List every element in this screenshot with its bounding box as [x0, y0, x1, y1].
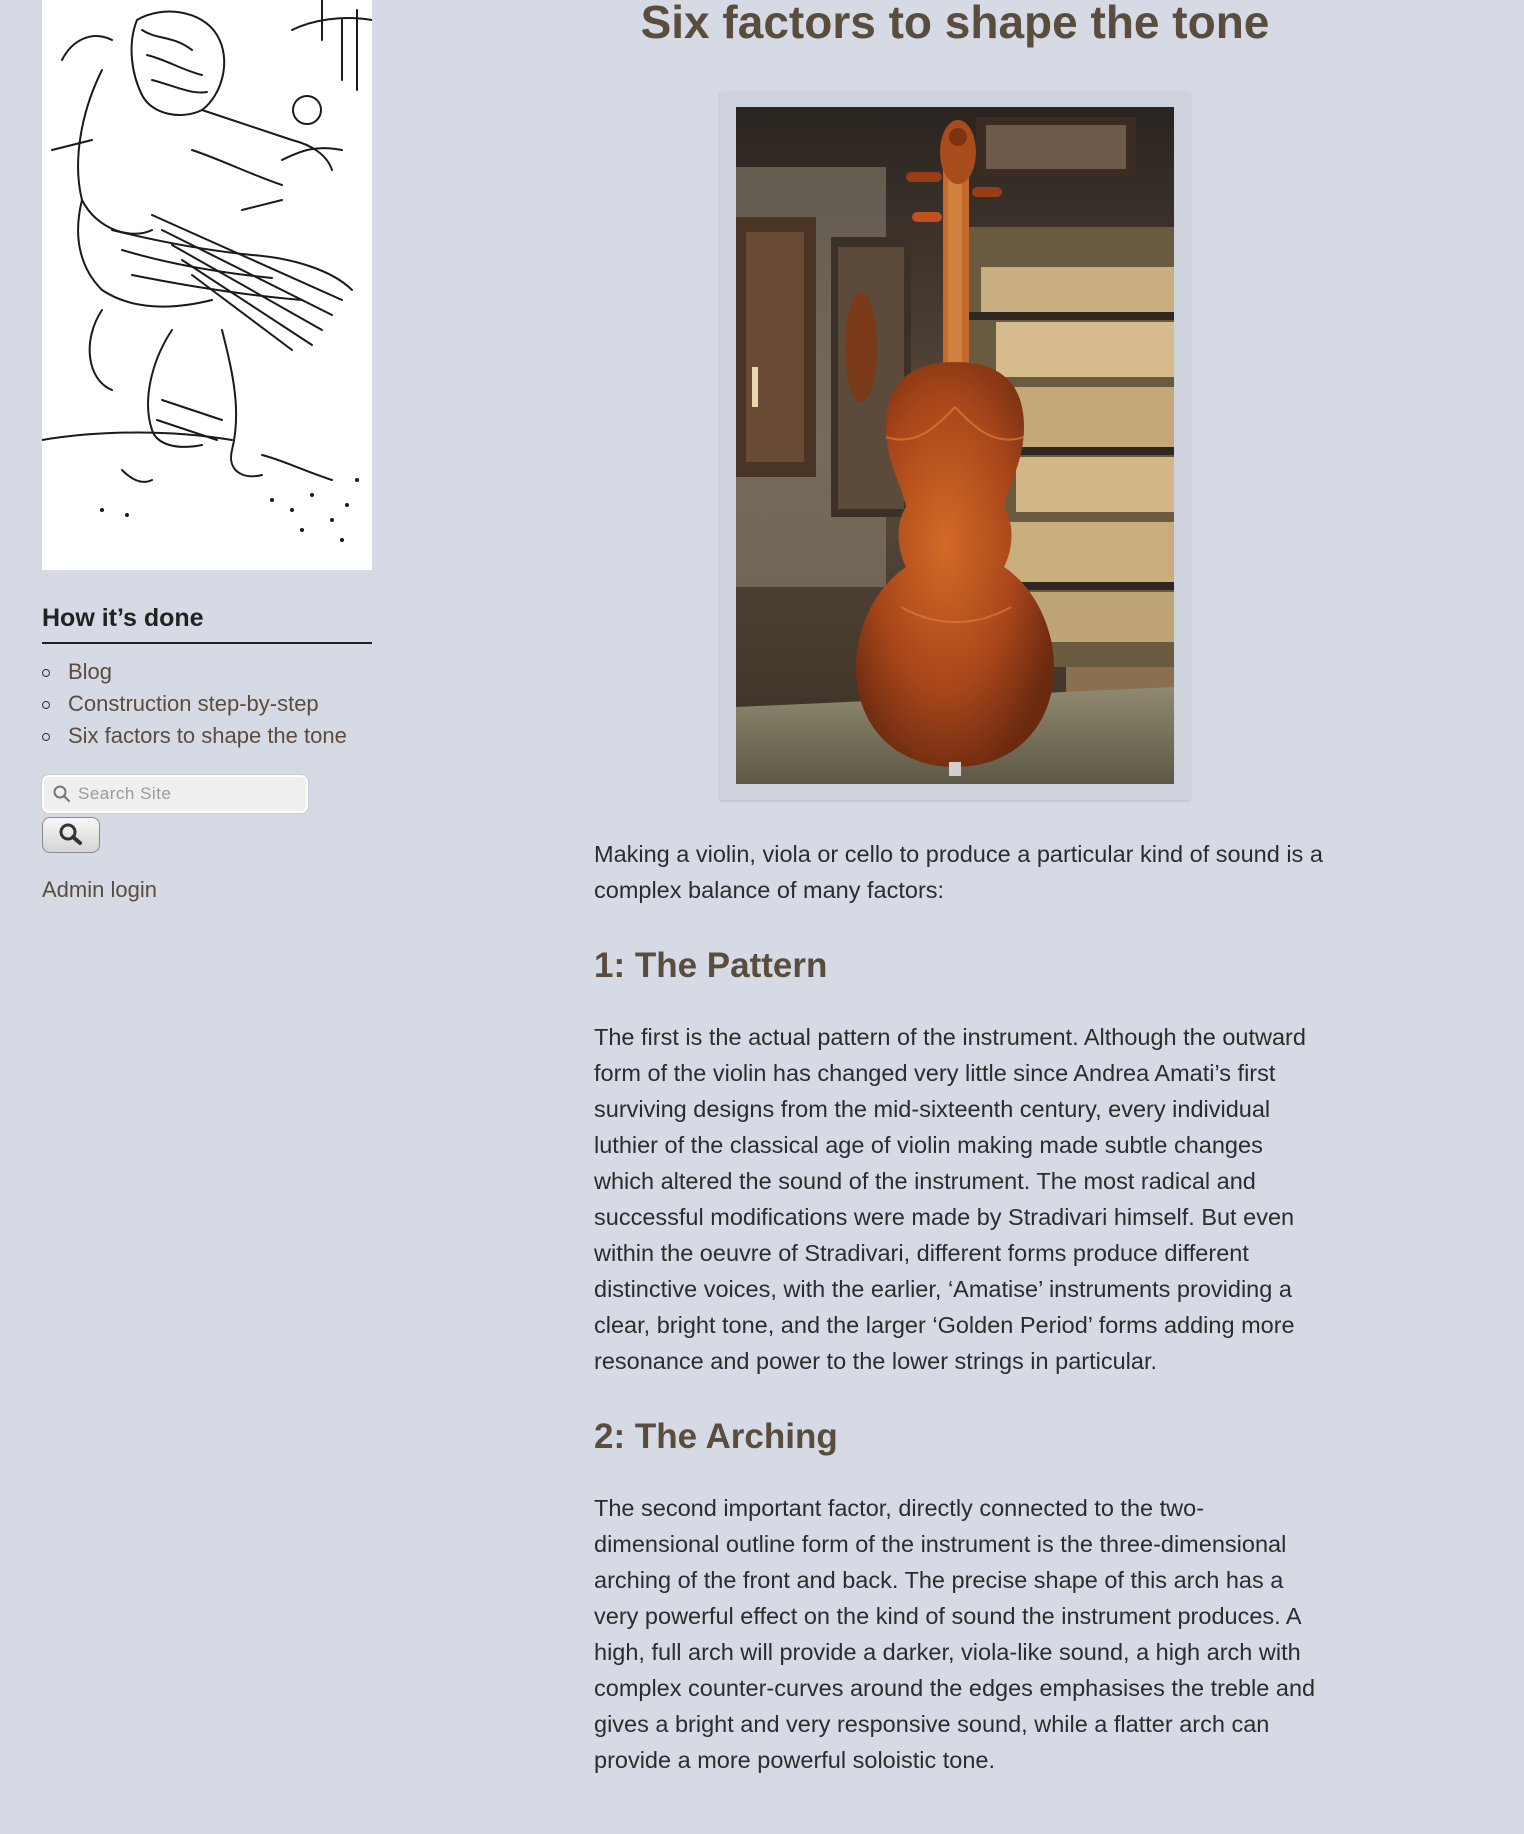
magnifier-icon — [58, 822, 84, 849]
admin-login-link[interactable]: Admin login — [42, 877, 157, 902]
post-content — [594, 836, 1324, 1778]
widget-title: How it’s done — [42, 604, 372, 644]
sidebar-link-six-factors[interactable]: Six factors to shape the tone — [68, 723, 347, 748]
sidebar-item-blog — [42, 656, 372, 688]
sidebar — [42, 0, 372, 903]
search-button[interactable] — [42, 817, 100, 853]
luthier-sketch-image — [42, 0, 372, 570]
sidebar-menu — [42, 656, 372, 752]
sidebar-item-construction — [42, 688, 372, 720]
search-input[interactable] — [78, 781, 298, 807]
violin-photo — [736, 107, 1174, 784]
violin-photo-frame — [720, 92, 1190, 800]
sidebar-item-six-factors — [42, 720, 372, 752]
sidebar-link-blog[interactable]: Blog — [68, 659, 113, 684]
post-title: Six factors to shape the tone — [640, 0, 1270, 48]
section-heading-arching: 2: The Arching — [594, 1417, 838, 1456]
section-heading-pattern: 1: The Pattern — [594, 946, 828, 985]
search-box — [42, 775, 308, 813]
section-body-arching: The second important factor, directly connected to the two-dimensional outline form of the instrument is the three-dimensional arching of the front and back. The precise shape of this arch has a very powerful effect on the kind of sound the instrument produces. A high, full arch will provide a darker, viola-like sound, a high arch with complex counter-curves around the edges emphasises the treble and gives a bright and very responsive sound, while a flatter arch can provide a more powerful soloistic tone. — [594, 1495, 1316, 1773]
section-body-pattern: The first is the actual pattern of the instrument. Although the outward form of the violin has changed very little since Andrea Amati’s first surviving designs from the mid-sixteenth century, every individual luthier of the classical age of violin making made subtle changes which altered the sound of the instrument. The most radical and successful modifications were made by Stradivari himself. But even within the oeuvre of Stradivari, different forms produce different distinctive voices, with the earlier, ‘Amatise’ instruments providing a clear, bright tone, and the larger ‘Golden Period’ forms adding more resonance and power to the lower strings in particular. — [594, 1024, 1306, 1374]
search-icon — [53, 785, 71, 808]
intro-paragraph: Making a violin, viola or cello to produce a particular kind of sound is a complex balance of many factors: — [594, 841, 1323, 903]
sidebar-link-construction[interactable]: Construction step-by-step — [68, 691, 319, 716]
